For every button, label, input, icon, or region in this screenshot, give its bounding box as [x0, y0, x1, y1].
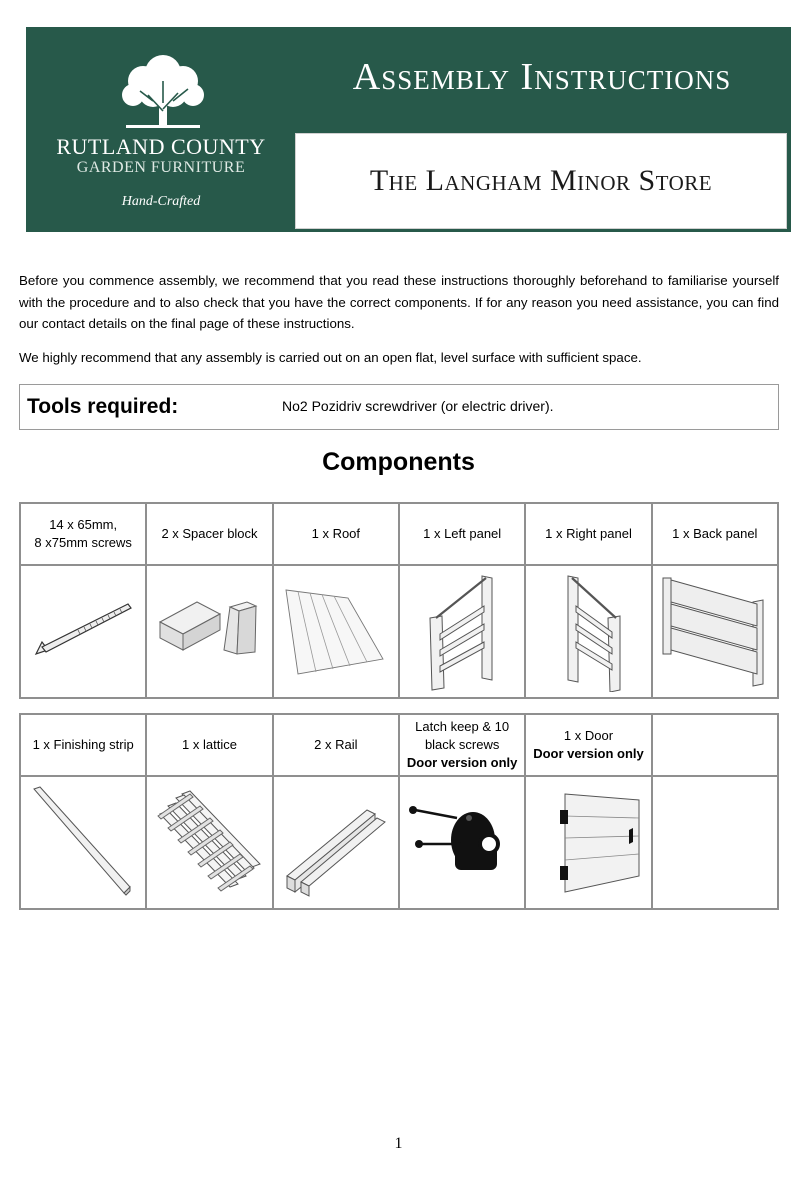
- component-label: [399, 714, 525, 776]
- component-label: [20, 503, 146, 565]
- header-banner: [26, 27, 791, 232]
- page-number: 1: [394, 1135, 403, 1152]
- label-line: 8 x75mm screws: [34, 535, 132, 550]
- finishing-strip-icon: [26, 783, 141, 903]
- tools-text: No2 Pozidriv screwdriver (or electric driver).: [282, 398, 554, 414]
- brand-subname: GARDEN FURNITURE: [76, 159, 246, 176]
- component-label: 1 x Roof: [273, 503, 399, 565]
- right-panel-icon: [538, 572, 638, 692]
- tools-required-box: [19, 384, 779, 430]
- component-image-cell: [20, 565, 146, 698]
- empty-cell: [652, 776, 778, 909]
- brand-tagline: Hand-Crafted: [121, 194, 201, 209]
- tools-label: Tools required:: [27, 395, 179, 418]
- latch-keep-icon: [407, 788, 517, 898]
- component-image-cell: [273, 776, 399, 909]
- component-image-cell: [20, 776, 146, 909]
- component-image-cell: [525, 776, 651, 909]
- left-panel-icon: [412, 572, 512, 692]
- component-label: 1 x Right panel: [525, 503, 651, 565]
- label-line: black screws: [424, 737, 500, 752]
- lattice-icon: [152, 788, 267, 898]
- door-version-note: Door version only: [533, 746, 644, 761]
- brand-name: RUTLAND COUNTY: [56, 134, 266, 159]
- components-table-1: [19, 502, 779, 699]
- document-title: Assembly Instructions: [352, 56, 732, 98]
- component-image-cell: [399, 776, 525, 909]
- component-image-cell: [273, 565, 399, 698]
- component-image-cell: [146, 565, 272, 698]
- component-image-cell: [652, 565, 778, 698]
- component-image-cell: [146, 776, 272, 909]
- surface-recommendation: We highly recommend that any assembly is carried out on an open flat, level surface with sufficient space.: [19, 350, 642, 365]
- screw-icon: [28, 592, 138, 672]
- component-label: 1 x Left panel: [399, 503, 525, 565]
- component-label: 2 x Spacer block: [146, 503, 272, 565]
- product-title: The Langham Minor Store: [295, 133, 787, 229]
- component-label: [525, 714, 651, 776]
- door-icon: [533, 788, 643, 898]
- intro-paragraph: Before you commence assembly, we recommend that you read these instructions thoroughly beforehand to familiarise yourself with the procedure and to also check that you have the correct components. If for any reason you need assistance, you can find our contact details on the final page of these instructions.: [19, 273, 779, 331]
- spacer-block-icon: [152, 592, 267, 672]
- components-heading: Components: [322, 448, 475, 476]
- label-line: 14 x 65mm,: [49, 517, 118, 532]
- component-label: 1 x Back panel: [652, 503, 778, 565]
- label-line: Latch keep & 10: [415, 719, 510, 734]
- door-version-note: Door version only: [406, 755, 518, 770]
- components-table-2: [19, 713, 779, 910]
- rail-icon: [281, 788, 391, 898]
- label-line: 1 x Door: [563, 728, 614, 743]
- empty-cell: [652, 714, 778, 776]
- back-panel-icon: [657, 574, 772, 689]
- roof-icon: [278, 584, 393, 679]
- component-label: 1 x lattice: [146, 714, 272, 776]
- tree-logo-icon: [118, 51, 208, 131]
- component-image-cell: [399, 565, 525, 698]
- component-image-cell: [525, 565, 651, 698]
- component-label: 1 x Finishing strip: [20, 714, 146, 776]
- component-label: 2 x Rail: [273, 714, 399, 776]
